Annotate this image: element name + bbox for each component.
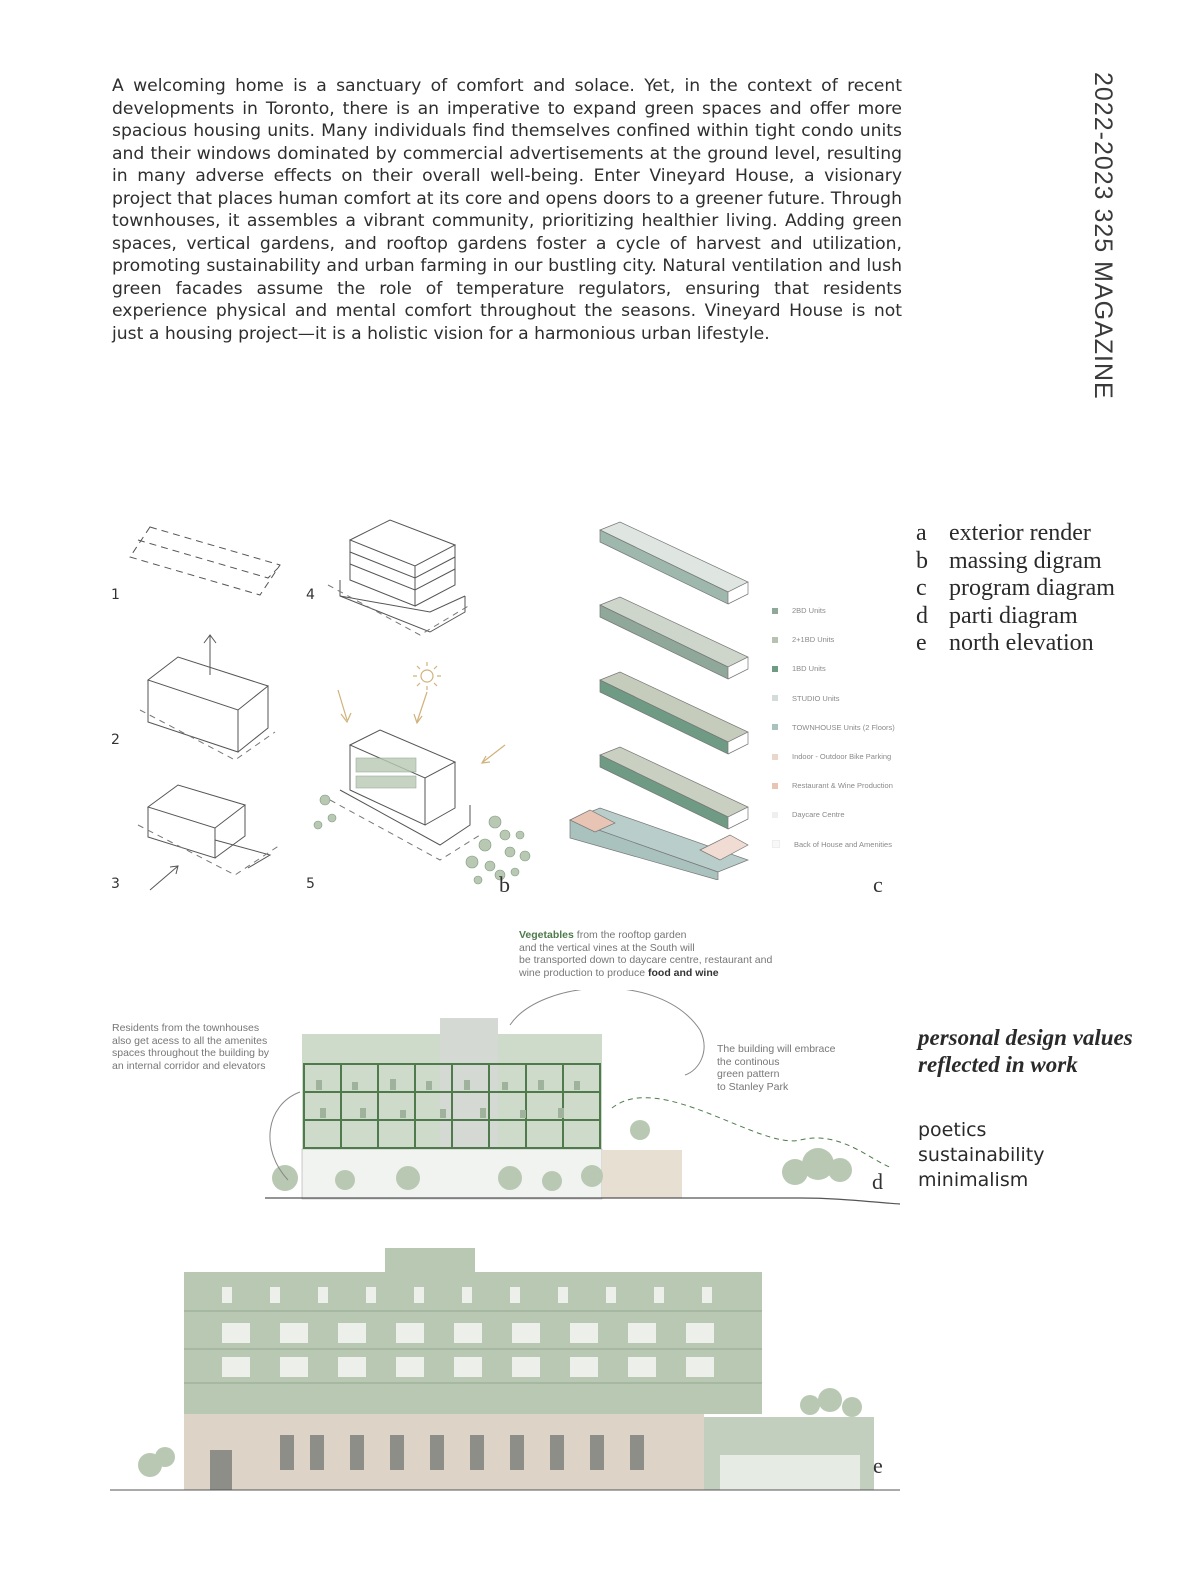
legend-item: a exterior render — [916, 520, 1091, 546]
massing-step-label: 3 — [111, 876, 120, 892]
figure-legend — [916, 520, 1119, 658]
elevation-drawing — [110, 1245, 910, 1495]
legend-swatch — [772, 608, 778, 614]
massing-step-label: 1 — [111, 587, 120, 603]
legend-swatch — [772, 840, 780, 848]
value-item: minimalism — [918, 1169, 1029, 1191]
figure-label-c: c — [873, 872, 883, 897]
parti-drawing — [240, 990, 910, 1220]
program-legend-item: Daycare Centre — [772, 800, 895, 829]
legend-swatch — [772, 666, 778, 672]
parti-diagram — [112, 990, 910, 1220]
parti-vegetables-note: Vegetables from the rooftop garden and the vertical vines at the South will be transported down to daycare centre, restaurant and wine production to produce food and wine — [519, 929, 773, 979]
program-drawing — [560, 520, 760, 880]
program-legend — [772, 596, 895, 859]
program-diagram — [560, 520, 760, 880]
legend-item: e north elevation — [916, 630, 1094, 656]
legend-swatch — [772, 754, 778, 760]
legend-swatch — [772, 695, 778, 701]
legend-swatch — [772, 637, 778, 643]
parti-embrace-note: The building will embrace the continous green pattern to Stanley Park — [717, 1043, 836, 1093]
values-title: personal design values reflected in work — [918, 1025, 1133, 1077]
program-legend-item: TOWNHOUSE Units (2 Floors) — [772, 713, 895, 742]
value-item: sustainability — [918, 1144, 1045, 1166]
values-list — [918, 1118, 1045, 1193]
legend-item: d parti diagram — [916, 602, 1078, 629]
legend-swatch — [772, 724, 778, 730]
program-legend-item: Restaurant & Wine Production — [772, 771, 895, 800]
north-elevation — [110, 1245, 910, 1495]
massing-step-label: 5 — [306, 876, 315, 892]
program-legend-item: 1BD Units — [772, 654, 895, 683]
figure-label-b: b — [499, 872, 510, 897]
value-item: poetics — [918, 1119, 987, 1141]
legend-item: b massing digram — [916, 547, 1102, 574]
massing-step-label: 4 — [306, 587, 315, 603]
program-legend-item: Indoor - Outdoor Bike Parking — [772, 742, 895, 771]
program-legend-item: Back of House and Amenities — [772, 830, 895, 859]
massing-step-label: 2 — [111, 732, 120, 748]
parti-residents-note: Residents from the townhouses also get acess to all the amenites spaces throughout the building by an internal corridor and elevators — [112, 1022, 270, 1072]
figure-label-d: d — [872, 1169, 883, 1194]
magazine-side-title: 2022-2023 325 MAGAZINE — [1089, 72, 1117, 400]
figure-label-e: e — [873, 1453, 883, 1478]
legend-swatch — [772, 812, 778, 818]
program-legend-item: STUDIO Units — [772, 684, 895, 713]
program-legend-item: 2BD Units — [772, 596, 895, 625]
massing-drawing — [100, 500, 560, 900]
massing-diagram — [100, 500, 560, 900]
legend-item: c program diagram — [916, 575, 1115, 601]
legend-swatch — [772, 783, 778, 789]
intro-paragraph: A welcoming home is a sanctuary of comfort and solace. Yet, in the context of recent developments in Toronto, there is an imperative to expand green spaces and offer more spacious housing units. Many individuals find themselves confined within tight condo units and their windows dominated by commercial advertisements at the ground level, resulting in many adverse effects on their overall well-being. Enter Vineyard House, a visionary project that places human comfort at its core and opens doors to a greener future. Through townhouses, it assembles a vibrant community, prioritizing healthier living. Adding green spaces, vertical gardens, and rooftop gardens foster a cycle of harvest and utilization, promoting sustainability and urban farming in our bustling city. Natural ventilation and lush green facades assume the role of temperature regulators, ensuring that residents experience physical and mental comfort throughout the seasons. Vineyard House is not just a housing project—it is a holistic vision for a harmonious urban lifestyle. — [112, 76, 902, 344]
program-legend-item: 2+1BD Units — [772, 625, 895, 654]
